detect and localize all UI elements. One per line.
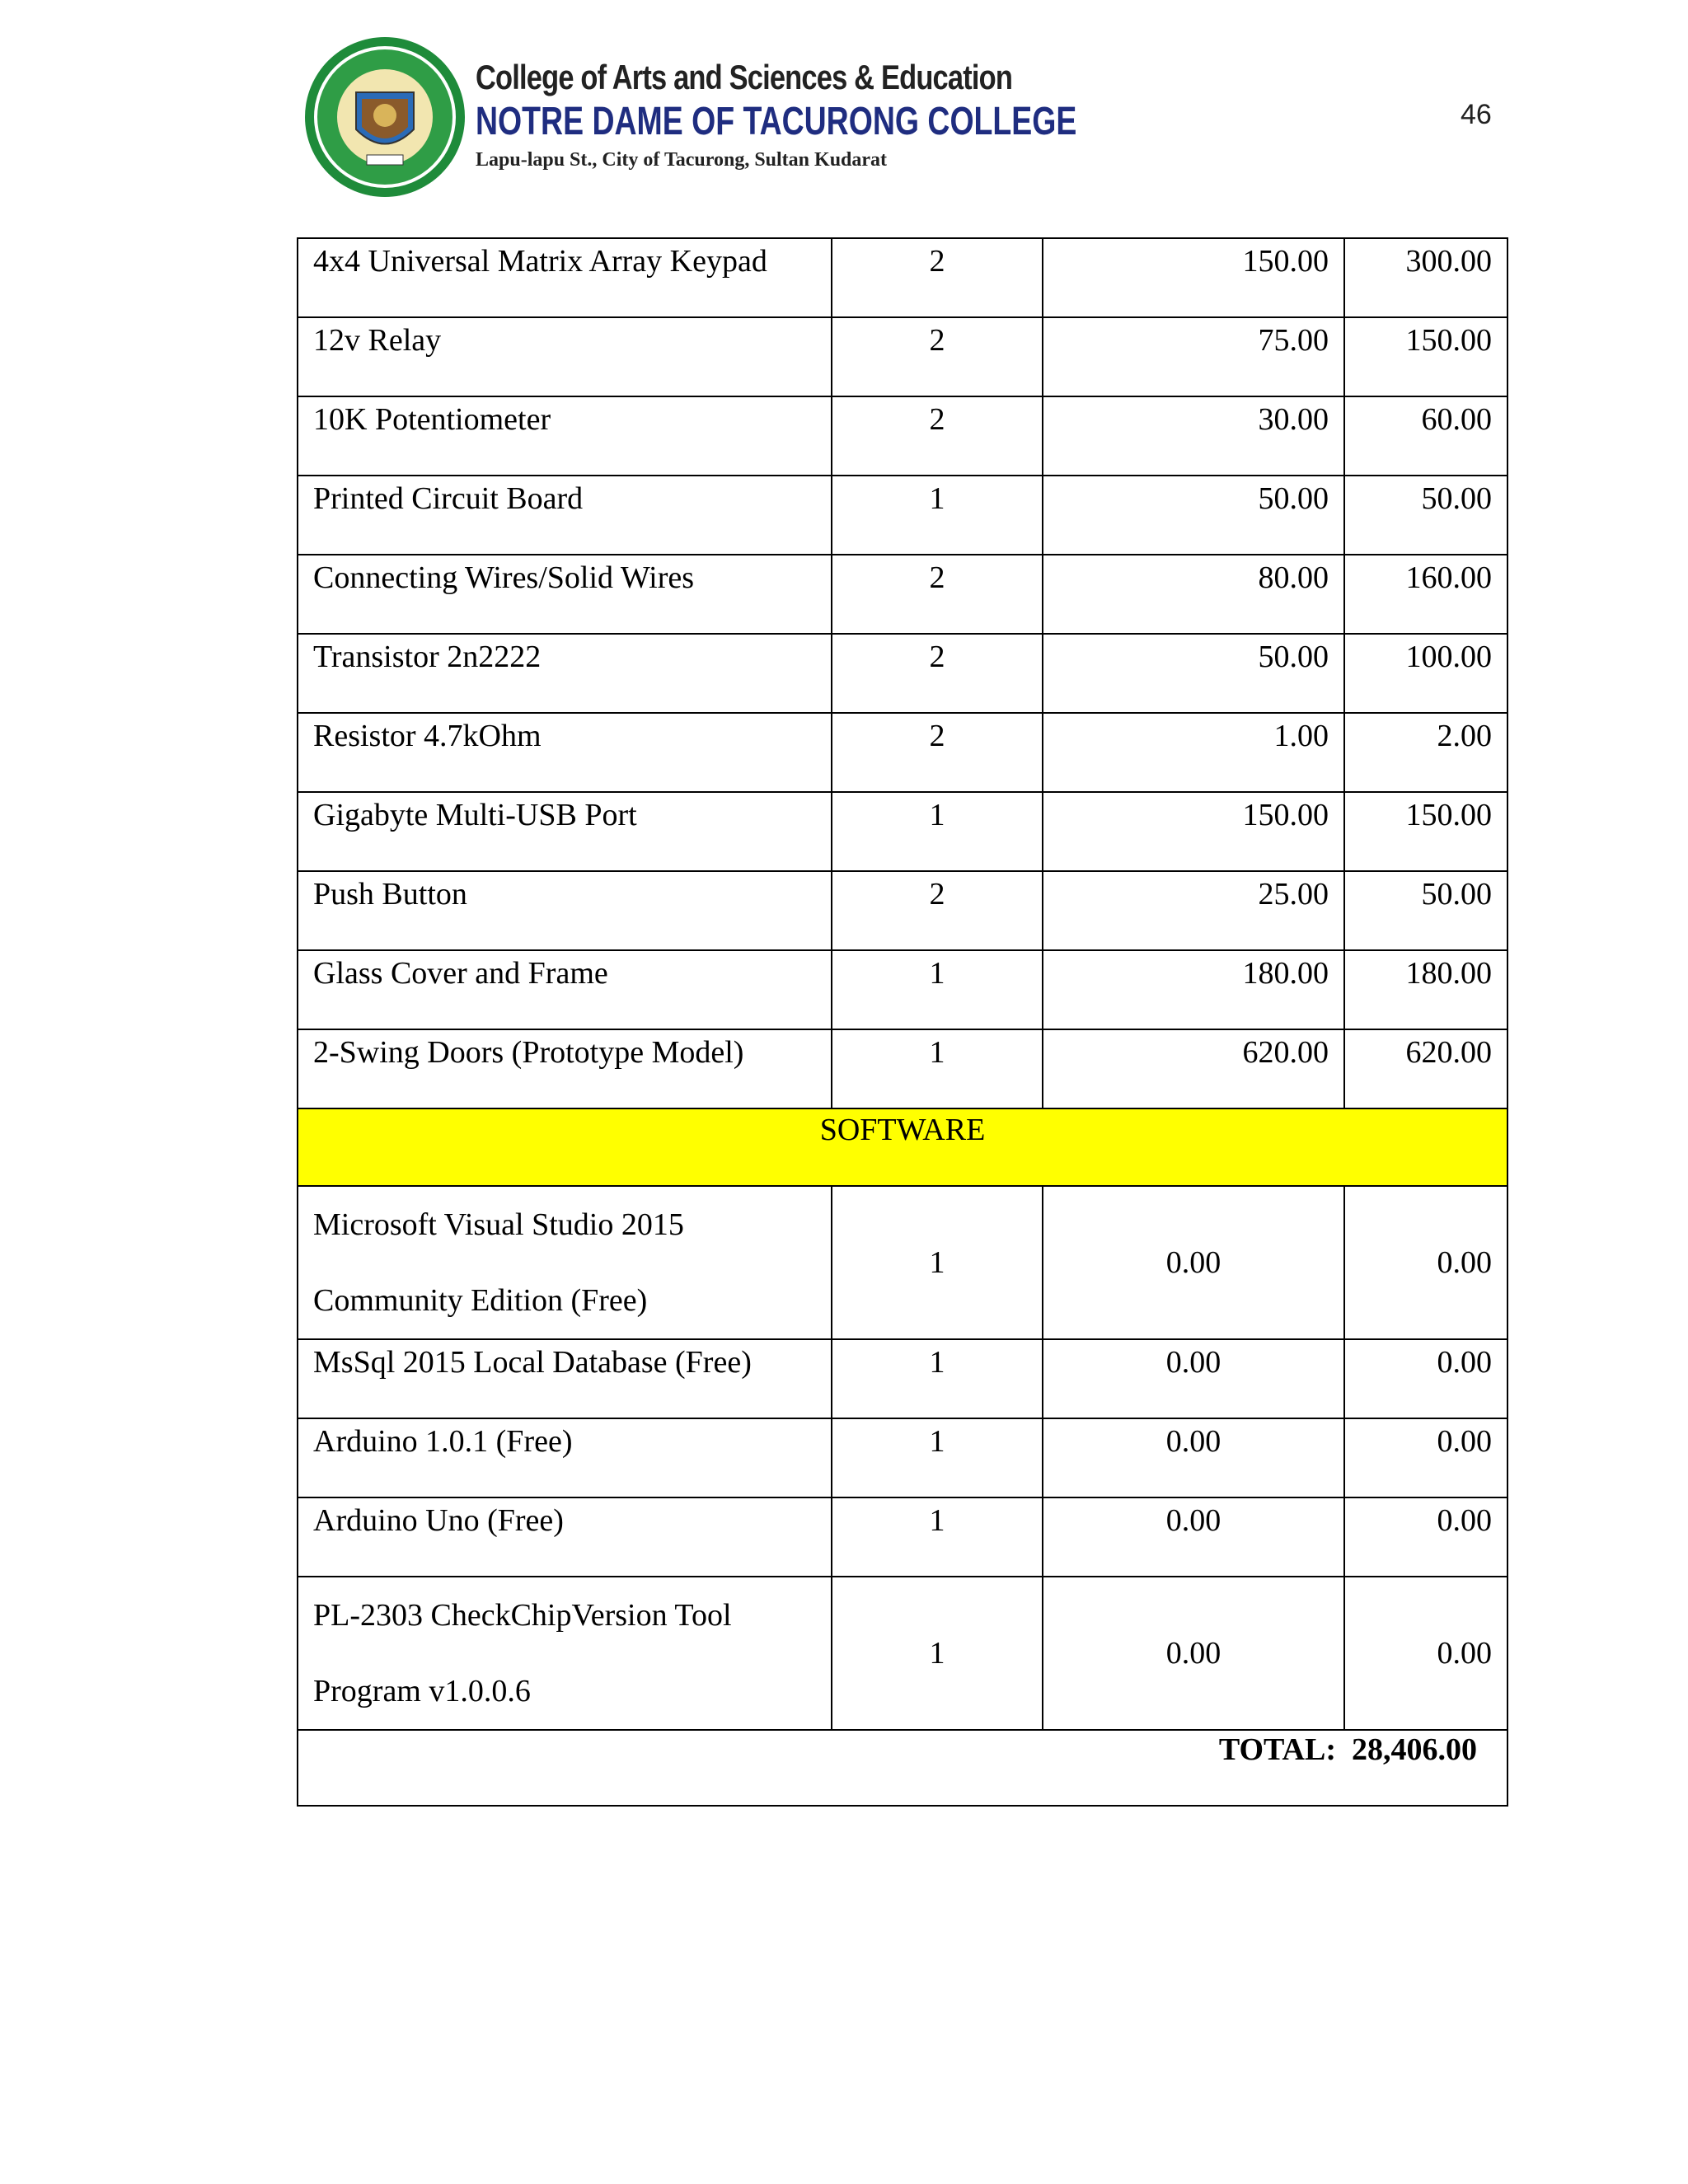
total-cost: 620.00 (1344, 1029, 1507, 1108)
college-name-block (476, 58, 1246, 171)
total-cost: 100.00 (1344, 634, 1507, 713)
unit-cost: 1.00 (1043, 713, 1344, 792)
table-row (298, 713, 1507, 792)
unit-cost: 180.00 (1043, 950, 1344, 1029)
quantity: 1 (832, 792, 1043, 871)
table-row (298, 1418, 1507, 1497)
quantity: 2 (832, 555, 1043, 634)
unit-cost: 50.00 (1043, 476, 1344, 555)
budget-table (297, 237, 1508, 1807)
total-cost: 60.00 (1344, 396, 1507, 476)
quantity: 2 (832, 634, 1043, 713)
total-cost: 300.00 (1344, 238, 1507, 317)
total-cost: 50.00 (1344, 476, 1507, 555)
total-cost: 0.00 (1344, 1497, 1507, 1577)
table-row (298, 555, 1507, 634)
total-cost: 0.00 (1344, 1186, 1507, 1339)
quantity: 1 (832, 1186, 1043, 1339)
unit-cost: 30.00 (1043, 396, 1344, 476)
table-row (298, 317, 1507, 396)
total-section (298, 1730, 1507, 1806)
unit-cost: 0.00 (1043, 1339, 1344, 1418)
quantity: 2 (832, 317, 1043, 396)
unit-cost: 150.00 (1043, 792, 1344, 871)
quantity: 2 (832, 713, 1043, 792)
total-cost: 150.00 (1344, 792, 1507, 871)
item-name: Resistor 4.7kOhm (298, 713, 832, 792)
unit-cost: 620.00 (1043, 1029, 1344, 1108)
table-row (298, 634, 1507, 713)
item-name-line: Program v1.0.0.6 (313, 1674, 531, 1708)
unit-cost: 25.00 (1043, 871, 1344, 950)
table-row (298, 1186, 1507, 1339)
item-name: Transistor 2n2222 (298, 634, 832, 713)
software-heading: SOFTWARE (298, 1108, 1507, 1186)
item-name: Arduino 1.0.1 (Free) (298, 1418, 832, 1497)
software-rows (298, 1186, 1507, 1730)
unit-cost: 0.00 (1043, 1418, 1344, 1497)
total-label: TOTAL: (1218, 1732, 1336, 1767)
unit-cost: 75.00 (1043, 317, 1344, 396)
total-cost: 50.00 (1344, 871, 1507, 950)
item-name: 10K Potentiometer (298, 396, 832, 476)
item-name (298, 1186, 832, 1339)
quantity: 1 (832, 1577, 1043, 1730)
unit-cost: 0.00 (1043, 1577, 1344, 1730)
college-address: Lapu-lapu St., City of Tacurong, Sultan Kudarat (476, 149, 888, 171)
total-cell (298, 1730, 1507, 1806)
quantity: 1 (832, 476, 1043, 555)
item-name-line: PL-2303 CheckChipVersion Tool (313, 1598, 732, 1633)
item-name-line: Microsoft Visual Studio 2015 (313, 1207, 684, 1242)
item-name-line: Community Edition (Free) (313, 1283, 648, 1318)
quantity: 1 (832, 1497, 1043, 1577)
item-name: Glass Cover and Frame (298, 950, 832, 1029)
table-row (298, 950, 1507, 1029)
table-row (298, 396, 1507, 476)
total-cost: 150.00 (1344, 317, 1507, 396)
total-cost: 0.00 (1344, 1418, 1507, 1497)
quantity: 2 (832, 238, 1043, 317)
table-row (298, 792, 1507, 871)
table-row (298, 1497, 1507, 1577)
college-department: College of Arts and Sciences & Education (476, 58, 1013, 96)
total-cost: 0.00 (1344, 1577, 1507, 1730)
item-name: Push Button (298, 871, 832, 950)
software-section (298, 1108, 1507, 1186)
unit-cost: 80.00 (1043, 555, 1344, 634)
quantity: 1 (832, 1339, 1043, 1418)
total-cost: 0.00 (1344, 1339, 1507, 1418)
quantity: 2 (832, 396, 1043, 476)
table-row (298, 1339, 1507, 1418)
item-name: 2-Swing Doors (Prototype Model) (298, 1029, 832, 1108)
software-heading-row (298, 1108, 1507, 1186)
total-value: 28,406.00 (1352, 1732, 1477, 1767)
quantity: 1 (832, 1418, 1043, 1497)
total-row (298, 1730, 1507, 1806)
item-name (298, 1577, 832, 1730)
unit-cost: 150.00 (1043, 238, 1344, 317)
unit-cost: 50.00 (1043, 634, 1344, 713)
item-name: 4x4 Universal Matrix Array Keypad (298, 238, 832, 317)
item-name: MsSql 2015 Local Database (Free) (298, 1339, 832, 1418)
total-cost: 160.00 (1344, 555, 1507, 634)
table-row (298, 476, 1507, 555)
total-cost: 2.00 (1344, 713, 1507, 792)
table-row (298, 871, 1507, 950)
college-seal-logo (302, 35, 467, 199)
table-row (298, 1029, 1507, 1108)
item-name: Gigabyte Multi-USB Port (298, 792, 832, 871)
unit-cost: 0.00 (1043, 1186, 1344, 1339)
document-header (302, 35, 1077, 208)
hardware-rows (298, 238, 1507, 1108)
unit-cost: 0.00 (1043, 1497, 1344, 1577)
table-row (298, 238, 1507, 317)
quantity: 2 (832, 871, 1043, 950)
item-name: 12v Relay (298, 317, 832, 396)
quantity: 1 (832, 950, 1043, 1029)
item-name: Connecting Wires/Solid Wires (298, 555, 832, 634)
total-cost: 180.00 (1344, 950, 1507, 1029)
item-name: Arduino Uno (Free) (298, 1497, 832, 1577)
page-number: 46 (1461, 99, 1492, 130)
table-row (298, 1577, 1507, 1730)
college-name: NOTRE DAME OF TACURONG COLLEGE (476, 100, 1077, 143)
item-name: Printed Circuit Board (298, 476, 832, 555)
quantity: 1 (832, 1029, 1043, 1108)
